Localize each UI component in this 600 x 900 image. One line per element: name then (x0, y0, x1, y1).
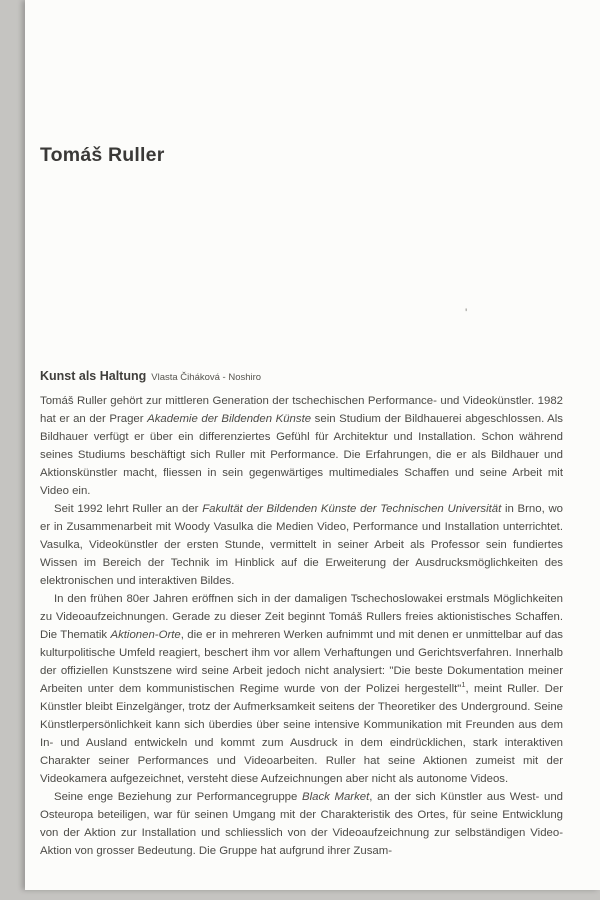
page-title: Tomáš Ruller (40, 144, 165, 166)
scan-artifact-mark: ' (465, 306, 468, 320)
section-heading: Kunst als Haltung (40, 369, 147, 383)
paragraph (40, 500, 563, 590)
text-run: , an der sich Künstler aus West- und Osteuropa beteiligen, war für seinen Umgang mit der Charakteristik des Ortes, für seine Entwicklung von der Aktion zur Installation und schliesslich von der Videoaufzeichnung zur selbständigen Video-Aktion von grosser Bedeutung. Die Gruppe hat aufgrund ihrer Zusam- (40, 791, 563, 857)
text-run: , die er in mehreren Werken aufnimmt und mit denen er unmittelbar auf das kulturpolitische Umfeld reagiert, beschert ihm vor allem Verhaftungen und Gerichtsverfahren. Innerhalb der offiziellen Kunstszene wird seine Arbeit jedoch nicht analysiert: "Die beste Dokumentation meiner Arbeiten unter dem kommunistischen Regime wurde von der Polizei hergestellt" (40, 629, 564, 695)
italic-run: Fakultät der Bildenden Künste der Technischen Universität (202, 503, 502, 515)
text-run: In den frühen 80er Jahren eröffnen sich in der damaligen Tschechoslowakei erstmals Möglichkeiten zu Videoaufzeichnungen. Gerade zu dieser Zeit beginnt Tomáš Rullers freies aktionistisches Schaffen. Die Thematik (40, 593, 563, 641)
paragraph (40, 788, 563, 860)
paragraph (40, 392, 563, 500)
italic-run: Aktionen-Orte (110, 629, 181, 641)
article-body (40, 392, 563, 860)
text-run: sein Studium der Bildhauerei abgeschlossen. Als Bildhauer verfügt er über ein differenziertes Gefühl für Architektur und Installation. Schon während seines Studiums beschäftigt sich Ruller mit Performance. Die Erfahrungen, die er als Bildhauer und Aktionskünstler macht, fliessen in sein gegenwärtiges multimediales Schaffen und seine Arbeit mit Video ein. (40, 413, 563, 497)
article (40, 368, 563, 860)
footnote-ref: 1 (461, 680, 466, 690)
book-page (25, 0, 600, 890)
text-run: Seit 1992 lehrt Ruller an der (54, 503, 203, 515)
text-run: Tomáš Ruller gehört zur mittleren Generation der tschechischen Performance- und Videokünstler. 1982 hat er an der Prager (40, 395, 563, 425)
italic-run: Akademie der Bildenden Künste (147, 413, 312, 425)
text-run: , meint Ruller. Der Künstler bleibt Einzelgänger, trotz der Aufmerksamkeit seitens der Theoretiker des Underground. Seine Künstlerpersönlichkeit kann sich überdies über seine intensive Kommunikation mit Freunden aus dem In- und Ausland entwickeln und kommt zum Ausdruck in dem eindrücklichen, stark interaktiven Charakter seiner Performances und Videoarbeiten. Ruller hat seine Aktionen zumeist mit der Videokamera aufgezeichnet, versteht diese Aufzeichnungen aber nicht als autonome Videos. (40, 683, 564, 785)
text-run: in Brno, wo er in Zusammenarbeit mit Woody Vasulka die Medien Video, Performance und Installation unterrichtet. Vasulka, Videokünstler der ersten Stunde, vermittelt in seiner Arbeit als Professor sein fundiertes Wissen im Bereich der Technik im Hinblick auf die Erweiterung der Ausdrucksmöglichkeiten des elektronischen und interaktiven Bildes. (40, 503, 564, 587)
italic-run: Black Market (301, 791, 370, 803)
section-heading-line (40, 368, 563, 386)
paragraph (40, 590, 563, 788)
author-byline: Vlasta Čiháková - Noshiro (151, 372, 262, 383)
text-run: Seine enge Beziehung zur Performancegruppe (54, 791, 302, 803)
